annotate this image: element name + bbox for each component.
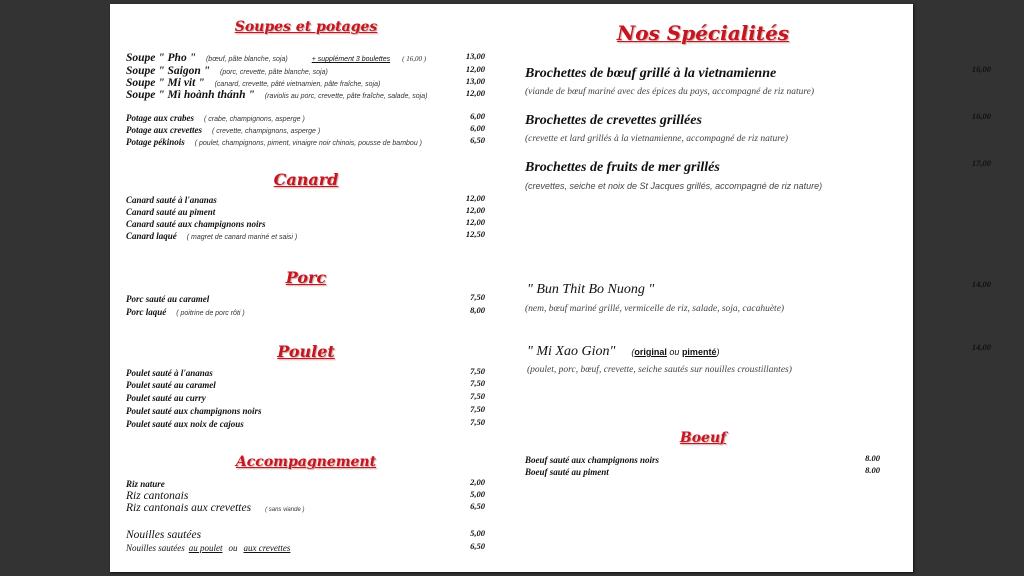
- item-extra-price: ( 16,00 ): [402, 55, 427, 63]
- item-price: 7,50: [470, 366, 485, 376]
- item-name: Porc sauté au caramel: [126, 294, 210, 304]
- menu-item: [126, 303, 485, 317]
- menu-item: [126, 376, 485, 390]
- specialty-name: Brochettes de bœuf grillé à la vietnamienne: [525, 66, 777, 81]
- item-price: 6,00: [470, 111, 485, 121]
- specialty-price: 16,00: [971, 64, 991, 74]
- item-price: 13,00: [465, 76, 485, 86]
- specialty-price: 16,00: [971, 111, 991, 121]
- specialty-desc: (viande de bœuf mariné avec des épices du pays, accompagné de riz nature): [525, 87, 815, 97]
- item-price: 6,50: [470, 135, 485, 145]
- item-desc: (porc, crevette, pâte blanche, soja): [220, 69, 328, 76]
- item-price: 6,50: [470, 541, 485, 551]
- section-title-soupes: Soupes et potages: [234, 19, 378, 35]
- item-desc: ( magret de canard mariné et saisi ): [186, 234, 298, 241]
- menu-item: [126, 133, 485, 147]
- item-price: 8,00: [470, 305, 485, 315]
- item-price: 6,50: [470, 501, 485, 511]
- item-price: 12,50: [465, 229, 485, 239]
- option-crevettes: aux crevettes: [243, 543, 291, 553]
- item-price: 12,00: [465, 217, 485, 227]
- item-desc: (raviolis au porc, crevette, pâte fraîche, salade, soja): [264, 93, 428, 100]
- menu-item: [126, 49, 485, 63]
- specialty-desc: (nem, bœuf mariné grillé, vermicelle de riz, salade, soja, cacahuète): [525, 304, 785, 314]
- specialty-name: [527, 344, 719, 360]
- item-name: Canard sauté au piment: [126, 207, 216, 217]
- menu-item: [126, 86, 485, 100]
- menu-item: [126, 539, 485, 553]
- item-price: 7,50: [470, 417, 485, 427]
- item-price: 12,00: [465, 193, 485, 203]
- item-name: Canard laqué: [126, 231, 177, 241]
- item-name: Poulet sauté au curry: [126, 393, 206, 403]
- item-price: 8.00: [865, 465, 880, 475]
- menu-item: [126, 389, 485, 403]
- item-price: 12,00: [465, 88, 485, 98]
- option-original: original: [634, 347, 667, 357]
- option-poulet: au poulet: [188, 543, 223, 553]
- specialty-name: " Bun Thit Bo Nuong ": [527, 282, 655, 297]
- item-name: Soupe " Mì hoành thánh ": [126, 89, 255, 101]
- item-name: Potage pékinois: [126, 137, 185, 147]
- option-pimente: pimenté: [681, 347, 717, 357]
- item-name: Porc laqué: [126, 307, 167, 317]
- item-price: 7,50: [470, 391, 485, 401]
- menu-item: [126, 402, 485, 416]
- specialty-title: " Mi Xao Gion": [527, 344, 616, 359]
- menu-item: [525, 463, 880, 477]
- option-separator: ou: [669, 347, 680, 357]
- menu-item: [126, 415, 485, 429]
- item-desc: ( sans viande ): [265, 507, 305, 513]
- item-name: Canard sauté aux champignons noirs: [126, 219, 266, 229]
- item-name: Riz cantonais aux crevettes: [126, 502, 252, 514]
- item-desc: ( crevette, champignons, asperge ): [211, 128, 321, 135]
- section-title-accompagnement: Accompagnement: [235, 454, 377, 470]
- item-name: Riz nature: [126, 479, 165, 489]
- specialty-desc: (crevette et lard grillés à la vietnamienne, accompagné de riz nature): [525, 134, 789, 144]
- item-name: Boeuf sauté aux champignons noirs: [525, 455, 660, 465]
- item-name: Canard sauté à l'ananas: [126, 195, 217, 205]
- item-desc: ( poitrine de porc rôti ): [176, 310, 245, 317]
- item-desc: ( poulet, champignons, piment, vinaigre noir chinois, pousse de bambou ): [194, 140, 422, 147]
- item-price: 12,00: [465, 64, 485, 74]
- section-title-porc: Porc: [285, 268, 327, 287]
- item-desc: ( crabe, champignons, asperge ): [204, 116, 305, 123]
- item-price: 12,00: [465, 205, 485, 215]
- specialty-desc: (crevettes, seiche et noix de St Jacques grillés, accompagné de riz nature): [525, 181, 823, 191]
- item-price: 8.00: [865, 453, 880, 463]
- specialty-name: Brochettes de fruits de mer grillés: [525, 160, 720, 175]
- specialty-desc: (poulet, porc, bœuf, crevette, seiche sautés sur nouilles croustillantes): [527, 365, 792, 375]
- item-name: Poulet sauté au caramel: [126, 380, 216, 390]
- item-desc: (canard, crevette, pâté vietnamien, pâte fraîche, soja): [214, 81, 381, 88]
- section-title-specialites: Nos Spécialités: [616, 21, 790, 45]
- specialty-price: 14,00: [971, 342, 991, 352]
- item-price: 13,00: [465, 51, 485, 61]
- specialty-price: 14,00: [971, 279, 991, 289]
- item-name: Potage aux crevettes: [126, 125, 202, 135]
- item-name: Boeuf sauté au piment: [525, 467, 609, 477]
- item-name: Soupe " Saigon ": [126, 65, 211, 77]
- paren-open: (: [631, 347, 635, 357]
- menu-item: [126, 290, 485, 304]
- item-price: 6,00: [470, 123, 485, 133]
- menu-item: [126, 526, 485, 540]
- item-name: Nouilles sautées: [126, 529, 202, 541]
- section-title-canard: Canard: [273, 170, 339, 189]
- item-name: Riz cantonais: [126, 490, 189, 502]
- specialty-options: [631, 347, 719, 357]
- menu-item: [126, 227, 485, 241]
- item-name: Soupe " Mi vit ": [126, 77, 205, 89]
- paren-close: ): [716, 347, 720, 357]
- section-title-boeuf: Boeuf: [679, 430, 727, 446]
- option-separator: ou: [228, 543, 238, 553]
- item-price: 7,50: [470, 378, 485, 388]
- specialty-price: 17,00: [971, 158, 991, 168]
- item-desc: (bœuf, pâte blanche, soja): [205, 56, 288, 63]
- item-name: Poulet sauté aux noix de cajous: [126, 419, 244, 429]
- item-price: 5,00: [470, 489, 485, 499]
- specialty-name: Brochettes de crevettes grillées: [525, 113, 702, 128]
- item-price: 5,00: [470, 528, 485, 538]
- item-name: Potage aux crabes: [126, 113, 194, 123]
- item-name: Poulet sauté aux champignons noirs: [126, 406, 262, 416]
- item-name: Nouilles sautées: [126, 543, 185, 553]
- item-name: Poulet sauté à l'ananas: [126, 368, 213, 378]
- item-name: Soupe " Pho ": [126, 52, 196, 64]
- item-price: 7,50: [470, 292, 485, 302]
- menu-item: [126, 499, 485, 513]
- item-extra: + supplément 3 boulettes: [311, 56, 391, 63]
- item-price: 7,50: [470, 404, 485, 414]
- item-price: 2,00: [470, 477, 485, 487]
- section-title-poulet: Poulet: [277, 342, 335, 361]
